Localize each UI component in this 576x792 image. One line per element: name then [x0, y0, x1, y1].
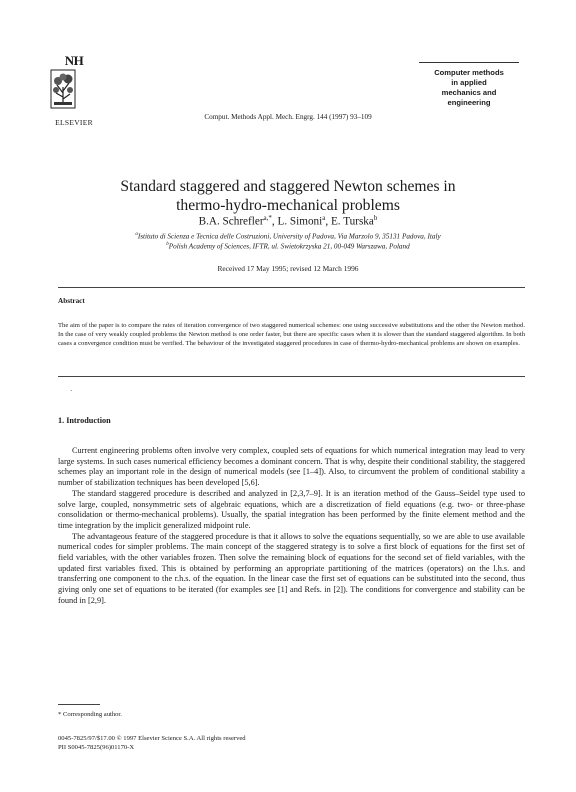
- abstract-text: The aim of the paper is to compare the rates of iteration convergence of two staggered numerical schemes: one using successive substitutions and the other the Newton method. In the case of very weakly coupled problems the Newton method is one order faster, but there are specific cases when it is slower than the standard staggered algorithm. In both cases a convergence condition must be verified. The behaviour of the investigated staggered procedures in case of thermo-hydro-mechanical problems are shown on examples.: [58, 322, 525, 347]
- copyright-block: [58, 734, 358, 752]
- author-3-affiliation: b: [373, 214, 378, 222]
- footnote-text: Corresponding author.: [61, 711, 122, 718]
- affiliation-b-text: Polish Academy of Sciences, IFTR, ul. Swietokrzyska 21, 00-049 Warszawa, Poland: [168, 242, 410, 251]
- footnote: [58, 711, 122, 718]
- paragraph: The advantageous feature of the staggered procedure is that it allows to solve the equations sequentially, so we are able to use available numerical codes for simpler problems. The main concept of the staggered strategy is to solve a first block of equations for the first set of field variables, with the other variables frozen. Then solve the remaining block of equations for the second set of field variables, with the updated first variables fixed. This is obtained by performing an appropriate partitioning of the matrices (operators) on the l.h.s. and transferring one component to the r.h.s. of the equation. In the linear case the first set of equations can be substituted into the second, thus giving only one set of equations to be iterated (for examples see [1] and Refs. in [2]). The conditions for convergence and stability can be found in [2,9].: [58, 531, 525, 605]
- footnote-rule: [58, 704, 100, 705]
- journal-line-4: engineering: [447, 98, 491, 107]
- separator-dot: ·: [70, 387, 73, 395]
- copyright-line: 0045-7825/97/$17.00 © 1997 Elsevier Science S.A. All rights reserved: [58, 735, 246, 742]
- journal-name-box: [419, 62, 519, 108]
- author-1-affiliation: a,*: [263, 214, 272, 222]
- journal-rule: [419, 62, 519, 63]
- author-3: , E. Turska: [325, 215, 374, 228]
- elsevier-tree-icon: [50, 69, 76, 109]
- abstract-bottom-rule: [58, 376, 525, 377]
- publisher-mark: NH: [64, 53, 84, 68]
- title-line-2: thermo-hydro-mechanical problems: [176, 197, 400, 214]
- journal-line-1: Computer methods: [434, 68, 504, 77]
- paragraph: Current engineering problems often involve very complex, coupled sets of equations for which numerical integration may lead to very large systems. In such cases numerical efficiency becomes a dominant concern. That is why, despite their conditional stability, the staggered schemes play an important role in the design of numerical models (see [1–4]). Also, to circumvent the problem of conditional stability a number of stabilization techniques has been developed [5,6].: [58, 446, 525, 488]
- author-list: [50, 214, 526, 228]
- affiliation-a-mark: a: [135, 232, 138, 237]
- article-title: [50, 177, 526, 215]
- pii-line: PII S0045-7825(96)01170-X: [58, 744, 135, 751]
- journal-line-3: mechanics and: [441, 88, 497, 97]
- journal-citation: Comput. Methods Appl. Mech. Engrg. 144 (1997) 93–109: [204, 113, 372, 121]
- abstract-top-rule: [58, 287, 525, 288]
- author-1: B.A. Schrefler: [198, 215, 264, 228]
- affiliation-a-text: Istituto di Scienza e Tecnica delle Costruzioni, University of Padova, Via Marzolo 9, 35131 Padova, Italy: [137, 232, 441, 241]
- affiliation-b: [50, 242, 526, 250]
- section-body: [58, 446, 525, 607]
- author-2: , L. Simoni: [271, 215, 323, 228]
- affiliation-a: [50, 232, 526, 240]
- abstract-heading: Abstract: [58, 297, 85, 305]
- journal-line-2: in applied: [451, 78, 487, 87]
- publisher-name: ELSEVIER: [55, 118, 93, 127]
- section-heading: 1. Introduction: [58, 416, 111, 425]
- received-dates: Received 17 May 1995; revised 12 March 1996: [217, 264, 359, 273]
- footnote-mark: *: [58, 711, 62, 718]
- title-line-1: Standard staggered and staggered Newton schemes in: [120, 178, 456, 195]
- affiliation-b-mark: b: [166, 242, 169, 247]
- author-2-affiliation: a: [322, 214, 326, 222]
- paragraph: The standard staggered procedure is described and analyzed in [2,3,7–9]. It is an iteration method of the Gauss–Seidel type used to solve large, coupled, nonsymmetric sets of algebraic equations, which are a discretization of field equations (e.g. two- or three-phase consolidation or thermo-mechanical problems). Usually, the spatial integration has been performed by the finite element method and the time integration by the implicit generalized midpoint rule.: [58, 488, 525, 530]
